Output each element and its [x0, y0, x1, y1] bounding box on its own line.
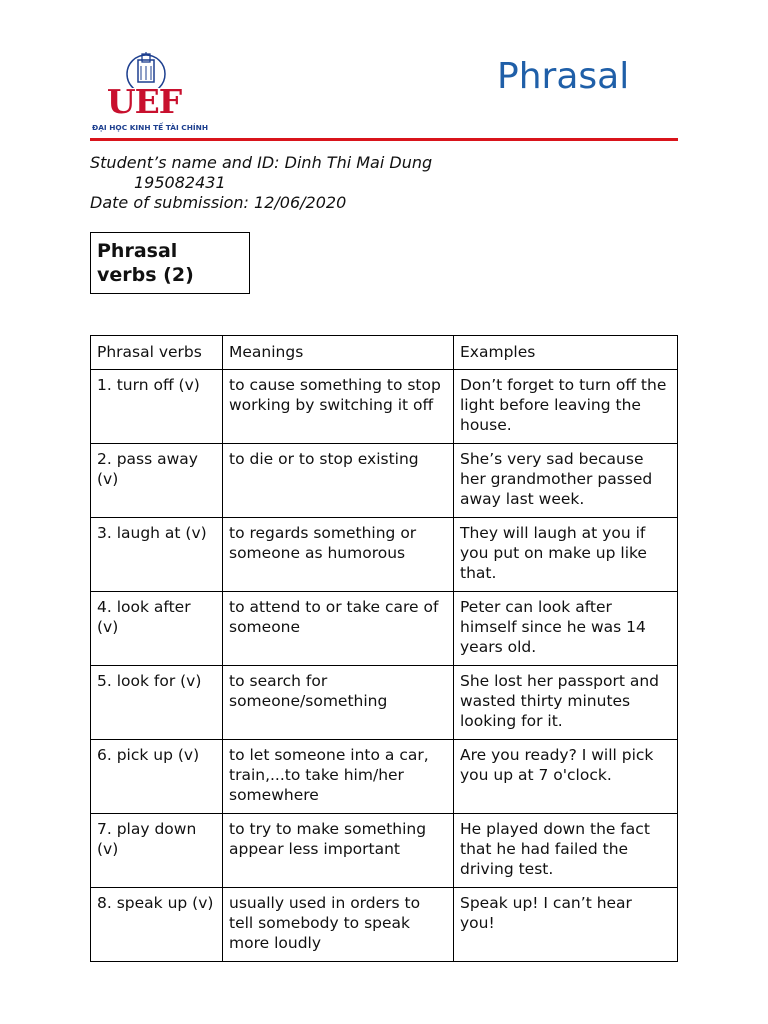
example-cell: Are you ready? I will pick you up at 7 o'clock.	[454, 740, 678, 814]
phrasal-verbs-table	[90, 335, 678, 962]
table-row	[91, 666, 678, 740]
verb-cell: 5. look for (v)	[91, 666, 223, 740]
verb-cell: 8. speak up (v)	[91, 888, 223, 962]
header-examples: Examples	[454, 336, 678, 370]
table-row	[91, 814, 678, 888]
table-row	[91, 592, 678, 666]
meaning-cell: to die or to stop existing	[223, 444, 454, 518]
verb-cell: 7. play down (v)	[91, 814, 223, 888]
meaning-cell: to attend to or take care of someone	[223, 592, 454, 666]
verb-cell: 2. pass away (v)	[91, 444, 223, 518]
logo-wordmark: UEF	[106, 82, 182, 121]
table-row	[91, 888, 678, 962]
university-logo	[90, 52, 220, 136]
submission-date: Date of submission: 12/06/2020	[90, 193, 347, 212]
example-cell: Peter can look after himself since he was 14 years old.	[454, 592, 678, 666]
table-row	[91, 370, 678, 444]
meaning-cell: to search for someone/something	[223, 666, 454, 740]
verb-cell: 1. turn off (v)	[91, 370, 223, 444]
example-cell: They will laugh at you if you put on make up like that.	[454, 518, 678, 592]
example-cell: She lost her passport and wasted thirty minutes looking for it.	[454, 666, 678, 740]
document-title: Phrasal	[497, 56, 630, 97]
table-row	[91, 518, 678, 592]
table-row	[91, 740, 678, 814]
header-divider	[90, 138, 678, 141]
student-id: 195082431	[134, 173, 226, 192]
verb-cell: 6. pick up (v)	[91, 740, 223, 814]
table-row	[91, 444, 678, 518]
subject-title: Phrasal verbs (2)	[90, 232, 250, 294]
meaning-cell: to try to make something appear less important	[223, 814, 454, 888]
example-cell: Don’t forget to turn off the light before leaving the house.	[454, 370, 678, 444]
student-name: Student’s name and ID: Dinh Thi Mai Dung	[90, 153, 433, 172]
student-info	[90, 153, 432, 213]
example-cell: He played down the fact that he had failed the driving test.	[454, 814, 678, 888]
meaning-cell: to regards something or someone as humorous	[223, 518, 454, 592]
example-cell: Speak up! I can’t hear you!	[454, 888, 678, 962]
header-meanings: Meanings	[223, 336, 454, 370]
meaning-cell: usually used in orders to tell somebody to speak more loudly	[223, 888, 454, 962]
meaning-cell: to let someone into a car, train,...to take him/her somewhere	[223, 740, 454, 814]
meaning-cell: to cause something to stop working by switching it off	[223, 370, 454, 444]
example-cell: She’s very sad because her grandmother passed away last week.	[454, 444, 678, 518]
verb-cell: 3. laugh at (v)	[91, 518, 223, 592]
table-header-row	[91, 336, 678, 370]
logo-subtitle: ĐẠI HỌC KINH TẾ TÀI CHÍNH	[92, 123, 209, 132]
verb-cell: 4. look after (v)	[91, 592, 223, 666]
header-phrasal-verbs: Phrasal verbs	[91, 336, 223, 370]
